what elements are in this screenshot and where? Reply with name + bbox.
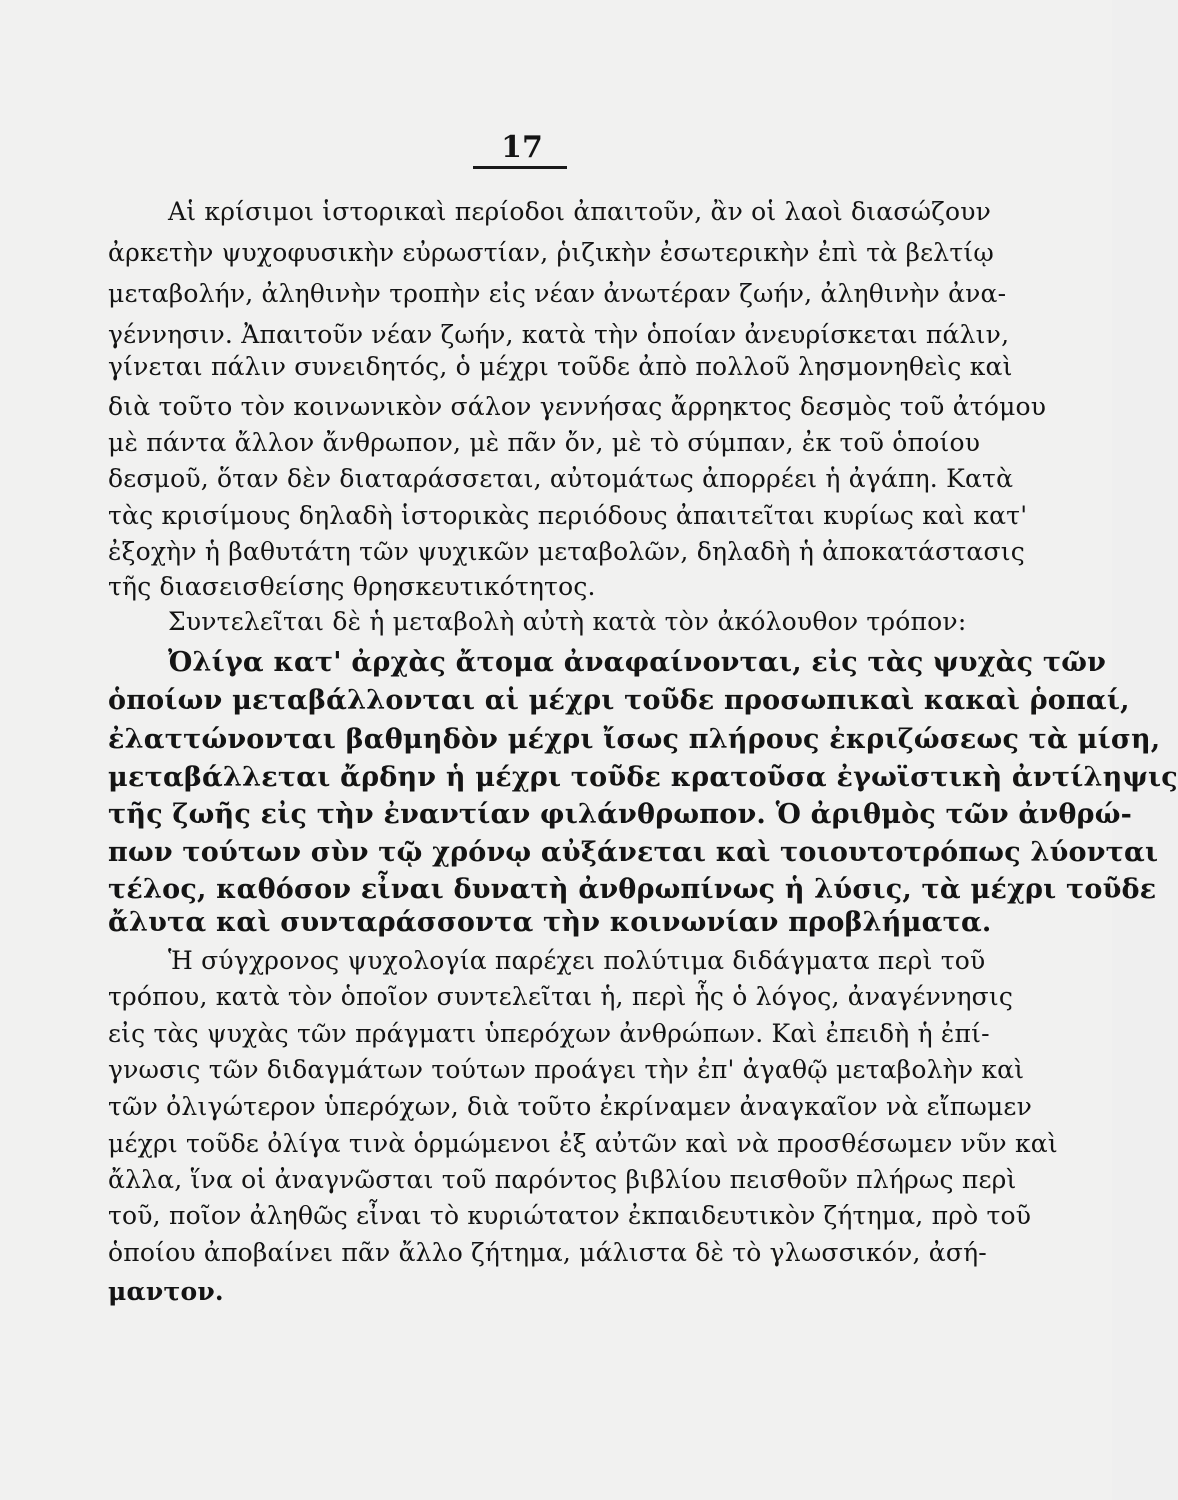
page-number: 17 xyxy=(501,130,543,165)
header-rule xyxy=(473,166,567,169)
text-line: Αἱ κρίσιμοι ἱστορικαὶ περίοδοι ἀπαιτοῦν, ἂν οἱ λαοὶ διασώζουν xyxy=(168,197,992,226)
text-line: ὁποίων μεταβάλλονται αἱ μέχρι τοῦδε προσωπικαὶ κακαὶ ῥοπαί, xyxy=(108,685,1130,716)
text-line: τῆς ζωῆς εἰς τὴν ἐναντίαν φιλάνθρωπον. Ὁ ἀριθμὸς τῶν ἀνθρώ- xyxy=(108,799,1133,830)
text-line: Συντελεῖται δὲ ἡ μεταβολὴ αὐτὴ κατὰ τὸν ἀκόλουθον τρόπον: xyxy=(168,607,967,636)
text-line: πων τούτων σὺν τῷ χρόνῳ αὐξάνεται καὶ τοιουτοτρόπως λύονται xyxy=(108,837,1159,868)
text-line: ὁποίου ἀποβαίνει πᾶν ἄλλο ζήτημα, μάλιστα δὲ τὸ γλωσσικόν, ἀσή- xyxy=(108,1238,987,1267)
text-line: μεταβάλλεται ἄρδην ἡ μέχρι τοῦδε κρατοῦσα ἐγωϊστικὴ ἀντίληψις xyxy=(108,762,1178,793)
text-line: τῆς διασεισθείσης θρησκευτικότητος. xyxy=(108,572,596,601)
text-line: διὰ τοῦτο τὸν κοινωνικὸν σάλον γεννήσας ἄρρηκτος δεσμὸς τοῦ ἀτόμου xyxy=(108,392,1047,421)
text-line: εἰς τὰς ψυχὰς τῶν πράγματι ὑπερόχων ἀνθρώπων. Καὶ ἐπειδὴ ἡ ἐπί- xyxy=(108,1019,990,1048)
text-line: μεταβολήν, ἀληθινὴν τροπὴν εἰς νέαν ἀνωτέραν ζωήν, ἀληθινὴν ἀνα- xyxy=(108,279,1007,308)
text-line: γέννησιν. Ἀπαιτοῦν νέαν ζωήν, κατὰ τὴν ὁποίαν ἀνευρίσκεται πάλιν, xyxy=(108,320,1010,349)
text-line: ἄλυτα καὶ συνταράσσοντα τὴν κοινωνίαν προβλήματα. xyxy=(108,907,992,938)
text-line: τὰς κρισίμους δηλαδὴ ἱστορικὰς περιόδους ἀπαιτεῖται κυρίως καὶ κατ' xyxy=(108,501,1028,530)
text-line: ἄλλα, ἵνα οἱ ἀναγνῶσται τοῦ παρόντος βιβλίου πεισθοῦν πλήρως περὶ xyxy=(108,1165,1017,1194)
text-line: μαντον. xyxy=(108,1277,224,1306)
text-line: ἀρκετὴν ψυχοφυσικὴν εὐρωστίαν, ῥιζικὴν ἐσωτερικὴν ἐπὶ τὰ βελτίῳ xyxy=(108,238,994,267)
text-line: ἐξοχὴν ἡ βαθυτάτη τῶν ψυχικῶν μεταβολῶν, δηλαδὴ ἡ ἀποκατάστασις xyxy=(108,537,1025,566)
text-line: τρόπου, κατὰ τὸν ὁποῖον συντελεῖται ἡ, περὶ ἧς ὁ λόγος, ἀναγέννησις xyxy=(108,982,1014,1011)
text-line: μὲ πάντα ἄλλον ἄνθρωπον, μὲ πᾶν ὄν, μὲ τὸ σύμπαν, ἐκ τοῦ ὁποίου xyxy=(108,428,981,457)
text-line: δεσμοῦ, ὅταν δὲν διαταράσσεται, αὐτομάτως ἀπορρέει ἡ ἀγάπη. Κατὰ xyxy=(108,464,1014,493)
text-line: τέλος, καθόσον εἶναι δυνατὴ ἀνθρωπίνως ἡ λύσις, τὰ μέχρι τοῦδε xyxy=(108,874,1157,905)
text-line: γνωσις τῶν διδαγμάτων τούτων προάγει τὴν ἐπ' ἀγαθῷ μεταβολὴν καὶ xyxy=(108,1055,1025,1084)
text-line: Ὀλίγα κατ' ἀρχὰς ἄτομα ἀναφαίνονται, εἰς τὰς ψυχὰς τῶν xyxy=(168,647,1107,678)
text-line: γίνεται πάλιν συνειδητός, ὁ μέχρι τοῦδε ἀπὸ πολλοῦ λησμονηθεὶς καὶ xyxy=(108,352,1013,381)
text-line: μέχρι τοῦδε ὀλίγα τινὰ ὁρμώμενοι ἐξ αὐτῶν καὶ νὰ προσθέσωμεν νῦν καὶ xyxy=(108,1129,1058,1158)
text-line: Ἡ σύγχρονος ψυχολογία παρέχει πολύτιμα διδάγματα περὶ τοῦ xyxy=(168,946,986,975)
text-line: τῶν ὀλιγώτερον ὑπερόχων, διὰ τοῦτο ἐκρίναμεν ἀναγκαῖον νὰ εἴπωμεν xyxy=(108,1092,1032,1121)
text-line: τοῦ, ποῖον ἀληθῶς εἶναι τὸ κυριώτατον ἐκπαιδευτικὸν ζήτημα, πρὸ τοῦ xyxy=(108,1201,1032,1230)
text-line: ἐλαττώνονται βαθμηδὸν μέχρι ἴσως πλήρους ἐκριζώσεως τὰ μίση, xyxy=(108,724,1161,755)
